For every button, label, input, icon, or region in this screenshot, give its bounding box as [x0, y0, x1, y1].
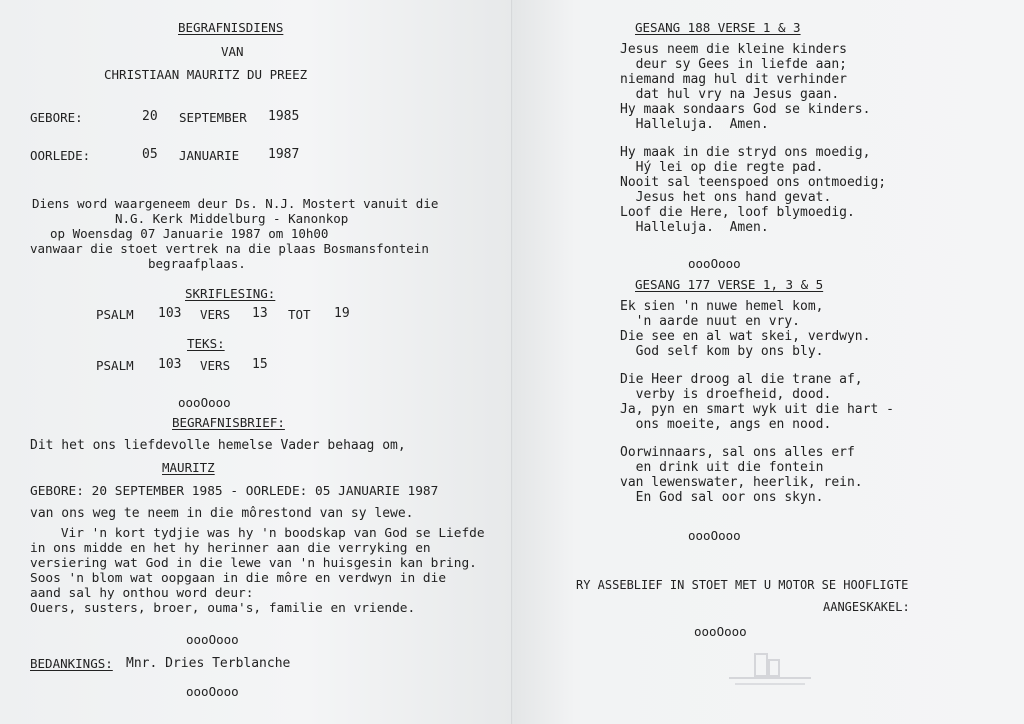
divider: oooOooo [694, 624, 747, 639]
born-label: GEBORE: [30, 110, 83, 125]
divider: oooOooo [688, 528, 741, 543]
hymn2-line: van lewenswater, heerlik, rein. [620, 475, 863, 490]
deceased-name: CHRISTIAAN MAURITZ DU PREEZ [104, 67, 308, 82]
reading-heading: SKRIFLESING: [185, 286, 276, 301]
letter-intro: Dit het ons liefdevolle hemelse Vader behaag om, [30, 438, 406, 453]
text-book: PSALM [96, 358, 134, 373]
program-title: BEGRAFNISDIENS [178, 20, 284, 35]
reading-from: 13 [252, 306, 268, 321]
hymn2-line: Ek sien 'n nuwe hemel kom, [620, 299, 824, 314]
hymn2-line: Die see en al wat skei, verdwyn. [620, 329, 871, 344]
procession-notice: RY ASSEBLIEF IN STOET MET U MOTOR SE HOOFLIGTE [576, 578, 909, 592]
died-month: JANUARIE [179, 148, 240, 163]
printer-logo-icon [725, 650, 815, 692]
hymn2-line: verby is droefheid, dood. [620, 387, 832, 402]
died-day: 05 [142, 147, 158, 162]
letter-name: MAURITZ [162, 460, 215, 475]
hymn1-line: niemand mag hul dit verhinder [620, 72, 847, 87]
born-year: 1985 [268, 109, 300, 124]
letter-para-5: aand sal hy onthou word deur: [30, 586, 254, 601]
text-heading: TEKS: [187, 336, 225, 351]
thanks-text: Mnr. Dries Terblanche [126, 656, 291, 671]
letter-para-2: in ons midde en het hy herinner aan die verryking en [30, 541, 431, 556]
reading-verse-label: VERS [200, 307, 231, 322]
reading-book: PSALM [96, 307, 134, 322]
service-line-2: N.G. Kerk Middelburg - Kanonkop [115, 211, 349, 226]
reading-to: 19 [334, 306, 350, 321]
letter-heading: BEGRAFNISBRIEF: [172, 415, 285, 430]
born-month: SEPTEMBER [179, 110, 247, 125]
service-line-3: op Woensdag 07 Januarie 1987 om 10h00 [50, 226, 329, 241]
divider: oooOooo [178, 395, 231, 410]
hymn1-line: Jesus het ons hand gevat. [620, 190, 832, 205]
letter-para-6: Ouers, susters, broer, ouma's, familie en vriende. [30, 601, 416, 616]
thanks-label: BEDANKINGS: [30, 656, 113, 671]
text-verse-label: VERS [200, 358, 231, 373]
hymn1-line: Hý lei op die regte pad. [620, 160, 824, 175]
service-line-5: begraafplaas. [148, 256, 246, 271]
letter-para-1: Vir 'n kort tydjie was hy 'n boodskap van God se Liefde [30, 526, 485, 541]
right-page [514, 0, 1024, 724]
letter-para-4: Soos 'n blom wat oopgaan in die môre en verdwyn in die [30, 571, 447, 586]
van-label: VAN [221, 44, 244, 59]
letter-para-3: versiering wat God in die lewe van 'n huisgesin kan bring. [30, 556, 477, 571]
reading-chapter: 103 [158, 306, 182, 321]
hymn2-line: En God sal oor ons skyn. [620, 490, 824, 505]
letter-dates: GEBORE: 20 SEPTEMBER 1985 - OORLEDE: 05 JANUARIE 1987 [30, 484, 439, 499]
born-day: 20 [142, 109, 158, 124]
letter-line: van ons weg te neem in die môrestond van sy lewe. [30, 506, 414, 521]
hymn2-line: Die Heer droog al die trane af, [620, 372, 863, 387]
hymn2-line: God self kom by ons bly. [620, 344, 824, 359]
hymn1-heading: GESANG 188 VERSE 1 & 3 [635, 20, 801, 35]
reading-to-label: TOT [288, 307, 311, 322]
hymn2-line: Oorwinnaars, sal ons alles erf [620, 445, 855, 460]
hymn1-line: Hy maak in die stryd ons moedig, [620, 145, 871, 160]
divider: oooOooo [688, 256, 741, 271]
died-label: OORLEDE: [30, 148, 91, 163]
divider: oooOooo [186, 632, 239, 647]
divider: oooOooo [186, 684, 239, 699]
service-line-1: Diens word waargeneem deur Ds. N.J. Mostert vanuit die [32, 196, 439, 211]
text-chapter: 103 [158, 357, 182, 372]
hymn1-line: Halleluja. Amen. [620, 220, 769, 235]
died-year: 1987 [268, 147, 300, 162]
hymn2-heading: GESANG 177 VERSE 1, 3 & 5 [635, 277, 824, 292]
hymn1-line: dat hul vry na Jesus gaan. [620, 87, 840, 102]
hymn1-line: Jesus neem die kleine kinders [620, 42, 847, 57]
hymn1-line: Hy maak sondaars God se kinders. [620, 102, 871, 117]
procession-notice-end: AANGESKAKEL: [823, 600, 910, 614]
hymn2-line: ons moeite, angs en nood. [620, 417, 832, 432]
hymn1-line: deur sy Gees in liefde aan; [620, 57, 847, 72]
hymn2-line: en drink uit die fontein [620, 460, 824, 475]
hymn2-line: 'n aarde nuut en vry. [620, 314, 801, 329]
hymn2-line: Ja, pyn en smart wyk uit die hart - [620, 402, 894, 417]
text-verse: 15 [252, 357, 268, 372]
hymn1-line: Loof die Here, loof blymoedig. [620, 205, 855, 220]
service-line-4: vanwaar die stoet vertrek na die plaas Bosmansfontein [30, 241, 429, 256]
hymn1-line: Nooit sal teenspoed ons ontmoedig; [620, 175, 887, 190]
hymn1-line: Halleluja. Amen. [620, 117, 769, 132]
